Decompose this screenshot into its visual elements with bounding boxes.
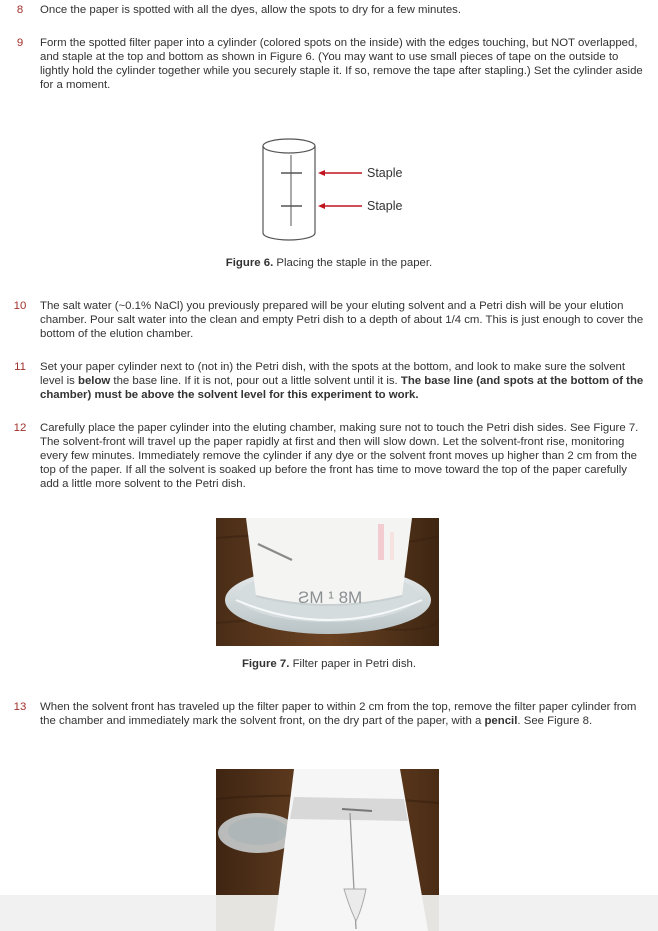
step-number: 9 xyxy=(16,37,24,49)
figure-6-diagram xyxy=(250,125,410,247)
figure-6-caption xyxy=(0,256,658,270)
step-number: 13 xyxy=(13,701,27,713)
figure-7-photo xyxy=(216,518,439,646)
figure-7-label: Figure 7. xyxy=(241,658,290,670)
step-number: 12 xyxy=(13,422,27,434)
step-text: When the solvent front has traveled up the filter paper to within 2 cm from the top, remove the filter paper cylinder from the chamber and immediately mark the solvent front, on the dry part of the paper, with a pencil. See Figure 8. xyxy=(40,701,637,727)
staple-label-bottom: Staple xyxy=(367,199,403,213)
figure-6-label: Figure 6. xyxy=(225,257,274,269)
step-number: 8 xyxy=(16,4,24,16)
figure-8-photo xyxy=(216,769,439,931)
figure-6-caption-text: Placing the staple in the paper. xyxy=(273,257,433,269)
step-text: Carefully place the paper cylinder into the eluting chamber, making sure not to touch the Petri dish sides. See Figure 7. The solvent-front will travel up the paper rapidly at first and then will slow down. Let the solvent-front rise, monitoring every few minutes. Immediately remove the cylinder if any dye or the solvent front moves up higher than 2 cm from the top of the paper. If all the solvent is soaked up before the front has time to move toward the top of the paper carefully add a little more solvent to the Petri dish. xyxy=(40,422,639,490)
step-text: Once the paper is spotted with all the dyes, allow the spots to dry for a few minutes. xyxy=(40,4,462,16)
step-text: Set your paper cylinder next to (not in) the Petri dish, with the spots at the bottom, and look to make sure the solvent level is below the base line. If it is not, pour out a little solvent until it is. The base line (and spots at the bottom of the chamber) must be above the solvent level for this experiment to work. xyxy=(40,361,644,401)
figure-7-caption-text: Filter paper in Petri dish. xyxy=(289,658,417,670)
figure-7-caption xyxy=(0,657,658,671)
staple-label-top: Staple xyxy=(367,166,403,180)
paper-marking: ƧM ¹ 8M xyxy=(298,588,363,607)
step-number: 11 xyxy=(14,361,26,373)
step-number: 10 xyxy=(13,300,27,312)
step-text: Form the spotted filter paper into a cylinder (colored spots on the inside) with the edges touching, but NOT overlapped, and staple at the top and bottom as shown in Figure 6. (You may want to use small pieces of tape on the outside to lightly hold the cylinder together while you securely staple it. If so, remove the tape after stapling.) Set the cylinder aside for a moment. xyxy=(40,37,643,91)
step-text: The salt water (~0.1% NaCl) you previously prepared will be your eluting solvent and a Petri dish will be your elution chamber. Pour salt water into the clean and empty Petri dish to a depth of about 1/4 cm. This is just enough to cover the bottom of the elution chamber. xyxy=(40,300,644,340)
